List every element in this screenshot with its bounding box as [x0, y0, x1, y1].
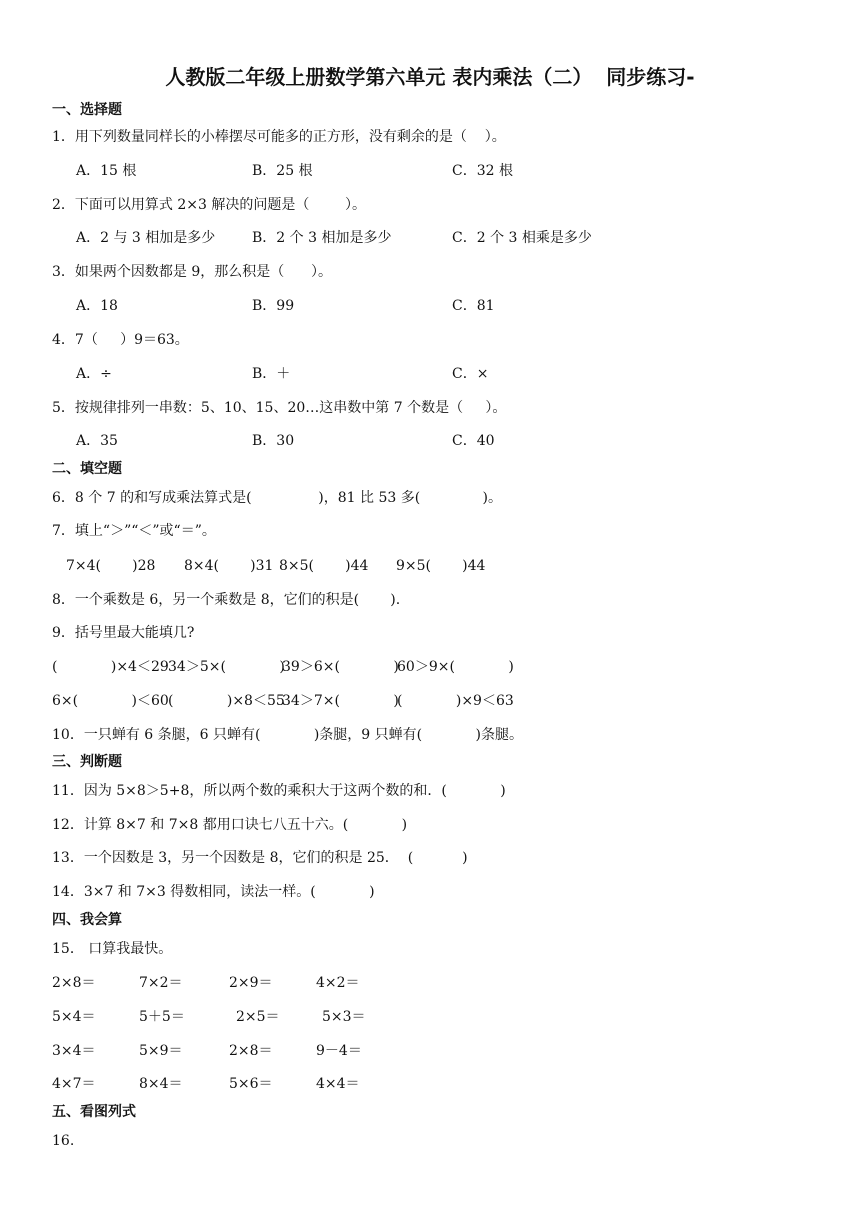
calc-item: 5×3＝	[322, 1009, 366, 1025]
question-1-option-c: C．32 根	[452, 163, 513, 179]
question-1-stem: 1．用下列数量同样长的小棒摆尽可能多的正方形，没有剩余的是（ ）。	[52, 129, 506, 145]
question-13: 13．一个因数是 3，另一个因数是 8，它们的积是 25． ( )	[52, 850, 468, 866]
question-7-stem: 7．填上“＞”“＜”或“＝”。	[52, 523, 216, 539]
calc-item: 5＋5＝	[139, 1009, 185, 1025]
question-9-item: 60＞9×( )	[397, 659, 514, 675]
question-5-stem: 5．按规律排列一串数：5、10、15、20…这串数中第 7 个数是（ ）。	[52, 400, 507, 416]
calc-item: 7×2＝	[139, 975, 183, 991]
question-7-item: 8×5( )44	[279, 558, 369, 574]
section-heading-calc: 四、我会算	[52, 912, 122, 928]
question-3-option-c: C．81	[452, 298, 495, 314]
question-9-item: ( )×4＜29	[52, 659, 169, 675]
page-title: 人教版二年级上册数学第六单元 表内乘法（二） 同步练习-	[165, 65, 695, 89]
calc-item: 4×2＝	[316, 975, 360, 991]
calc-item: 3×4＝	[52, 1043, 96, 1059]
question-9-item: ( )×9＜63	[397, 693, 514, 709]
question-9-stem: 9．括号里最大能填几?	[52, 625, 195, 641]
question-6: 6．8 个 7 的和写成乘法算式是( )，81 比 53 多( )。	[52, 490, 502, 506]
question-4-option-b: B．＋	[252, 366, 291, 382]
question-9-item: ( )×8＜55	[168, 693, 285, 709]
question-5-option-b: B．30	[252, 433, 295, 449]
question-2-stem: 2．下面可以用算式 2×3 解决的问题是（ ）。	[52, 197, 366, 213]
question-4-option-c: C．×	[452, 366, 489, 382]
question-1-option-a: A．15 根	[76, 163, 137, 179]
calc-item: 2×8＝	[229, 1043, 273, 1059]
question-9-item: 34＞7×( )	[282, 693, 399, 709]
calc-item: 2×9＝	[229, 975, 273, 991]
section-heading-judge: 三、判断题	[52, 754, 122, 770]
calc-item: 9－4＝	[316, 1043, 362, 1059]
question-8: 8．一个乘数是 6，另一个乘数是 8，它们的积是( ).	[52, 592, 401, 608]
section-heading-picture: 五、看图列式	[52, 1104, 136, 1120]
question-9-item: 34＞5×( )	[168, 659, 285, 675]
question-9-item: 39＞6×( )	[282, 659, 399, 675]
question-2-option-a: A．2 与 3 相加是多少	[76, 230, 216, 246]
calc-item: 5×4＝	[52, 1009, 96, 1025]
calc-item: 4×7＝	[52, 1076, 96, 1092]
question-5-option-c: C．40	[452, 433, 495, 449]
question-7-item: 7×4( )28	[66, 558, 156, 574]
calc-item: 5×9＝	[139, 1043, 183, 1059]
question-1-option-b: B．25 根	[252, 163, 313, 179]
question-2-option-b: B．2 个 3 相加是多少	[252, 230, 392, 246]
question-7-item: 8×4( )31	[184, 558, 274, 574]
calc-item: 8×4＝	[139, 1076, 183, 1092]
question-16: 16.	[52, 1133, 75, 1149]
question-5-option-a: A．35	[76, 433, 118, 449]
calc-item: 2×8＝	[52, 975, 96, 991]
question-4-option-a: A．÷	[76, 366, 112, 382]
question-10: 10．一只蝉有 6 条腿，6 只蝉有( )条腿，9 只蝉有( )条腿。	[52, 727, 523, 743]
question-3-stem: 3．如果两个因数都是 9，那么积是（ ）。	[52, 264, 332, 280]
question-3-option-a: A．18	[76, 298, 118, 314]
question-7-item: 9×5( )44	[396, 558, 486, 574]
question-4-stem: 4．7（ ）9＝63。	[52, 332, 189, 348]
calc-item: 4×4＝	[316, 1076, 360, 1092]
section-heading-choice: 一、选择题	[52, 102, 122, 118]
calc-item: 5×6＝	[229, 1076, 273, 1092]
question-11: 11．因为 5×8＞5+8，所以两个数的乘积大于这两个数的和．( )	[52, 783, 506, 799]
question-3-option-b: B．99	[252, 298, 295, 314]
question-12: 12．计算 8×7 和 7×8 都用口诀七八五十六。( )	[52, 817, 408, 833]
calc-item: 2×5＝	[236, 1009, 280, 1025]
section-heading-fill: 二、填空题	[52, 461, 122, 477]
question-9-item: 6×( )＜60	[52, 693, 169, 709]
question-15-stem: 15． 口算我最快。	[52, 941, 173, 957]
question-14: 14．3×7 和 7×3 得数相同，读法一样。( )	[52, 884, 375, 900]
question-2-option-c: C．2 个 3 相乘是多少	[452, 230, 592, 246]
